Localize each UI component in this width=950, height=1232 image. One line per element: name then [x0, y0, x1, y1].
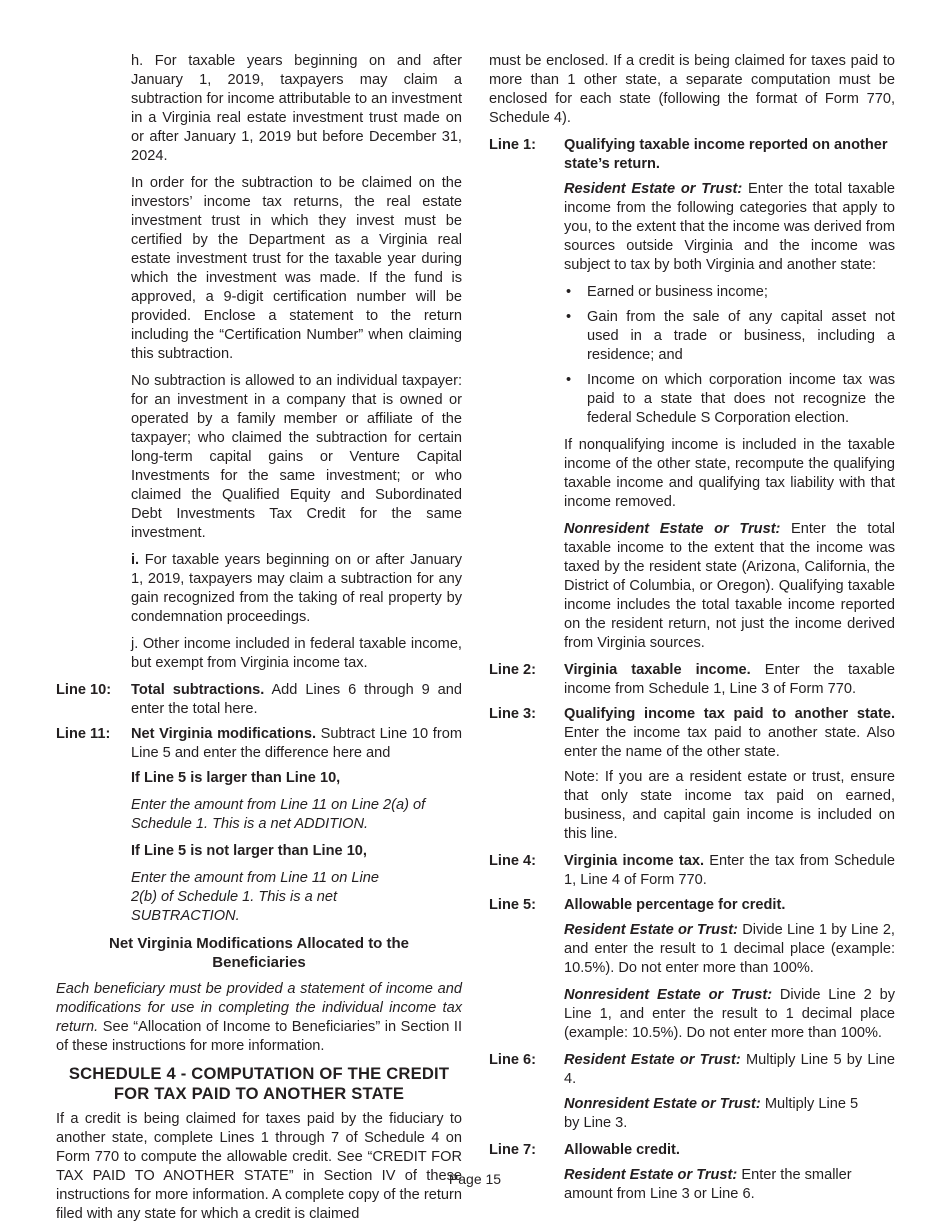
line-4-label: Line 4:	[489, 853, 537, 869]
line-11	[56, 725, 462, 763]
line-4: Line 4: Virginia income tax. Enter the tax from Schedule 1, Line 4 of Form 770.	[489, 853, 895, 888]
line-7-label: Line 7:	[489, 1142, 537, 1158]
line-1-nonresident-label: Nonresident Estate or Trust:	[564, 521, 781, 537]
line-2: Line 2: Virginia taxable income. Enter the taxable income from Schedule 1, Line 3 of Form 770.	[489, 662, 895, 697]
line-1-nonresident: Nonresident Estate or Trust: Enter the total taxable income to the extent that the income was taxed by the resident state (Arizona, California, the District of Columbia, or Oregon). Qualifying taxable income includes the total taxable income reported on the resident return, not just the income derived from Virginia sources.	[564, 521, 895, 651]
page-number: Page 15	[448, 1171, 502, 1187]
line-10-title: Total subtractions.	[131, 682, 265, 698]
beneficiary-text: See “Allocation of Income to Beneficiaries” in Section II of these instructions for more information.	[56, 1019, 463, 1054]
line-1-bullets	[564, 283, 895, 428]
line-7-resident: Resident Estate or Trust: Enter the smaller amount from Line 3 or Line 6.	[564, 1167, 852, 1202]
line-6: Line 6: Resident Estate or Trust: Multiply Line 5 by Line 4.	[489, 1052, 895, 1087]
if-not-larger-text: Enter the amount from Line 11 on Line 2(b) of Schedule 1. This is a net SUBTRACTION.	[131, 870, 379, 924]
line-3-label: Line 3:	[489, 706, 537, 722]
line-1-nonqualifying: If nonqualifying income is included in the taxable income of the other state, recompute the qualifying taxable income and qualifying tax liability with that income removed.	[564, 437, 895, 510]
line-11-label: Line 11:	[56, 726, 111, 742]
item-h-para-1: h. For taxable years beginning on and after January 1, 2019, taxpayers may claim a subtraction for income attributable to an investment in a Virginia real estate investment trust made on or after January 1, 2019 but before December 31, 2024.	[131, 53, 462, 164]
line-7-title: Allowable credit.	[564, 1142, 680, 1158]
bullet-item: • Earned or business income;	[564, 283, 895, 302]
line-5-nonresident: Nonresident Estate or Trust: Divide Line 2 by Line 1, and enter the result to 1 decimal place (example: 10.5%). Do not enter more than 100%.	[564, 987, 896, 1041]
right-column	[489, 52, 895, 1212]
bullet-item: • Income on which corporation income tax was paid to a state that does not recognize the federal Schedule S Corporation election.	[564, 371, 895, 428]
line-10-text: Add Lines 6 through 9 and enter the total here.	[131, 682, 462, 717]
item-i-text: For taxable years beginning on or after January 1, 2019, taxpayers may claim a subtraction for any gain recognized from the taking of real property by condemnation proceedings.	[131, 552, 462, 625]
item-i	[131, 551, 462, 627]
line-2-label: Line 2:	[489, 662, 537, 678]
line-1-resident: Resident Estate or Trust: Enter the total taxable income from the following categories that apply to you, to the extent that the income was derived from sources outside Virginia and the income was subject to tax by both Virginia and another state:	[564, 181, 895, 273]
line-1-title: Qualifying taxable income reported on another state’s return.	[564, 137, 888, 172]
line-6-nonresident: Nonresident Estate or Trust: Multiply Line 5 by Line 3.	[564, 1096, 859, 1131]
line-5-resident: Resident Estate or Trust: Divide Line 1 by Line 2, and enter the result to 1 decimal place (example: 10.5%). Do not enter more than 100%.	[564, 922, 895, 976]
line-10-label: Line 10:	[56, 682, 112, 698]
schedule-4-intro: If a credit is being claimed for taxes paid by the fiduciary to another state, complete Lines 1 through 7 of Schedule 4 on Form 770 to compute the allowable credit. See “CREDIT FOR TAX PAID TO ANOTHER STATE” in Section IV of these instructions for more information. A complete copy of the return filed with any state for which a credit is claimed	[56, 1111, 462, 1222]
line-3-note: Note: If you are a resident estate or trust, ensure that only state income tax paid on earned, business, and capital gain income is included on this line.	[564, 769, 895, 842]
beneficiary-paragraph	[56, 980, 462, 1056]
beneficiary-italic: Each beneficiary must be provided a statement of income and modifications for use in completing the individual income tax return.	[56, 981, 462, 1035]
line-11-text: Subtract Line 10 from Line 5 and enter the difference here and	[131, 726, 462, 761]
line-5-title: Allowable percentage for credit.	[564, 897, 786, 913]
line-10	[56, 681, 462, 719]
schedule-4-heading: SCHEDULE 4 - COMPUTATION OF THE CREDIT FOR TAX PAID TO ANOTHER STATE	[68, 1064, 450, 1103]
line-1-label: Line 1:	[489, 137, 537, 153]
line-5	[489, 896, 895, 915]
line-6-label: Line 6:	[489, 1052, 537, 1068]
line-7	[489, 1141, 895, 1160]
if-larger-text: Enter the amount from Line 11 on Line 2(a) of Schedule 1. This is a net ADDITION.	[131, 797, 426, 832]
item-h-para-2: In order for the subtraction to be claimed on the investors’ income tax returns, the real estate investment trust in which they invest must be certified by the Department as a Virginia real estate investment trust for the taxable year during which the investment was made. If the fund is approved, a 9-digit certification number will be provided. Enclose a statement to the return including the “Certification Number” when claiming this subtraction.	[131, 175, 462, 362]
left-column	[56, 52, 462, 1232]
if-larger-heading: If Line 5 is larger than Line 10,	[131, 770, 341, 786]
if-not-larger-heading: If Line 5 is not larger than Line 10,	[131, 843, 367, 859]
nvm-heading: Net Virginia Modifications Allocated to the Beneficiaries	[108, 935, 410, 971]
line-3: Line 3: Qualifying income tax paid to another state. Enter the income tax paid to another state. Also enter the name of the other state.	[489, 706, 895, 760]
bullet-item: • Gain from the sale of any capital asset not used in a trade or business, including a residence; and	[564, 308, 895, 365]
item-h-para-3: No subtraction is allowed to an individual taxpayer: for an investment in a company that is owned or operated by a family member or affiliate of the taxpayer; who claimed the subtraction for certain long-term capital gains or Venture Capital Investments for the same investment; or who claimed the Qualified Equity and Subordinated Debt Investments Tax Credit for the same investment.	[131, 373, 462, 541]
item-j: j. Other income included in federal taxable income, but exempt from Virginia income tax.	[131, 636, 462, 671]
continued-text: must be enclosed. If a credit is being claimed for taxes paid to more than 1 other state, a separate computation must be enclosed for each state (following the format of Form 770, Schedule 4).	[489, 53, 895, 126]
line-1	[489, 136, 895, 174]
line-11-title: Net Virginia modifications.	[131, 726, 317, 742]
line-1-resident-label: Resident Estate or Trust:	[564, 181, 743, 197]
line-5-label: Line 5:	[489, 897, 537, 913]
item-i-label: i.	[131, 552, 140, 568]
